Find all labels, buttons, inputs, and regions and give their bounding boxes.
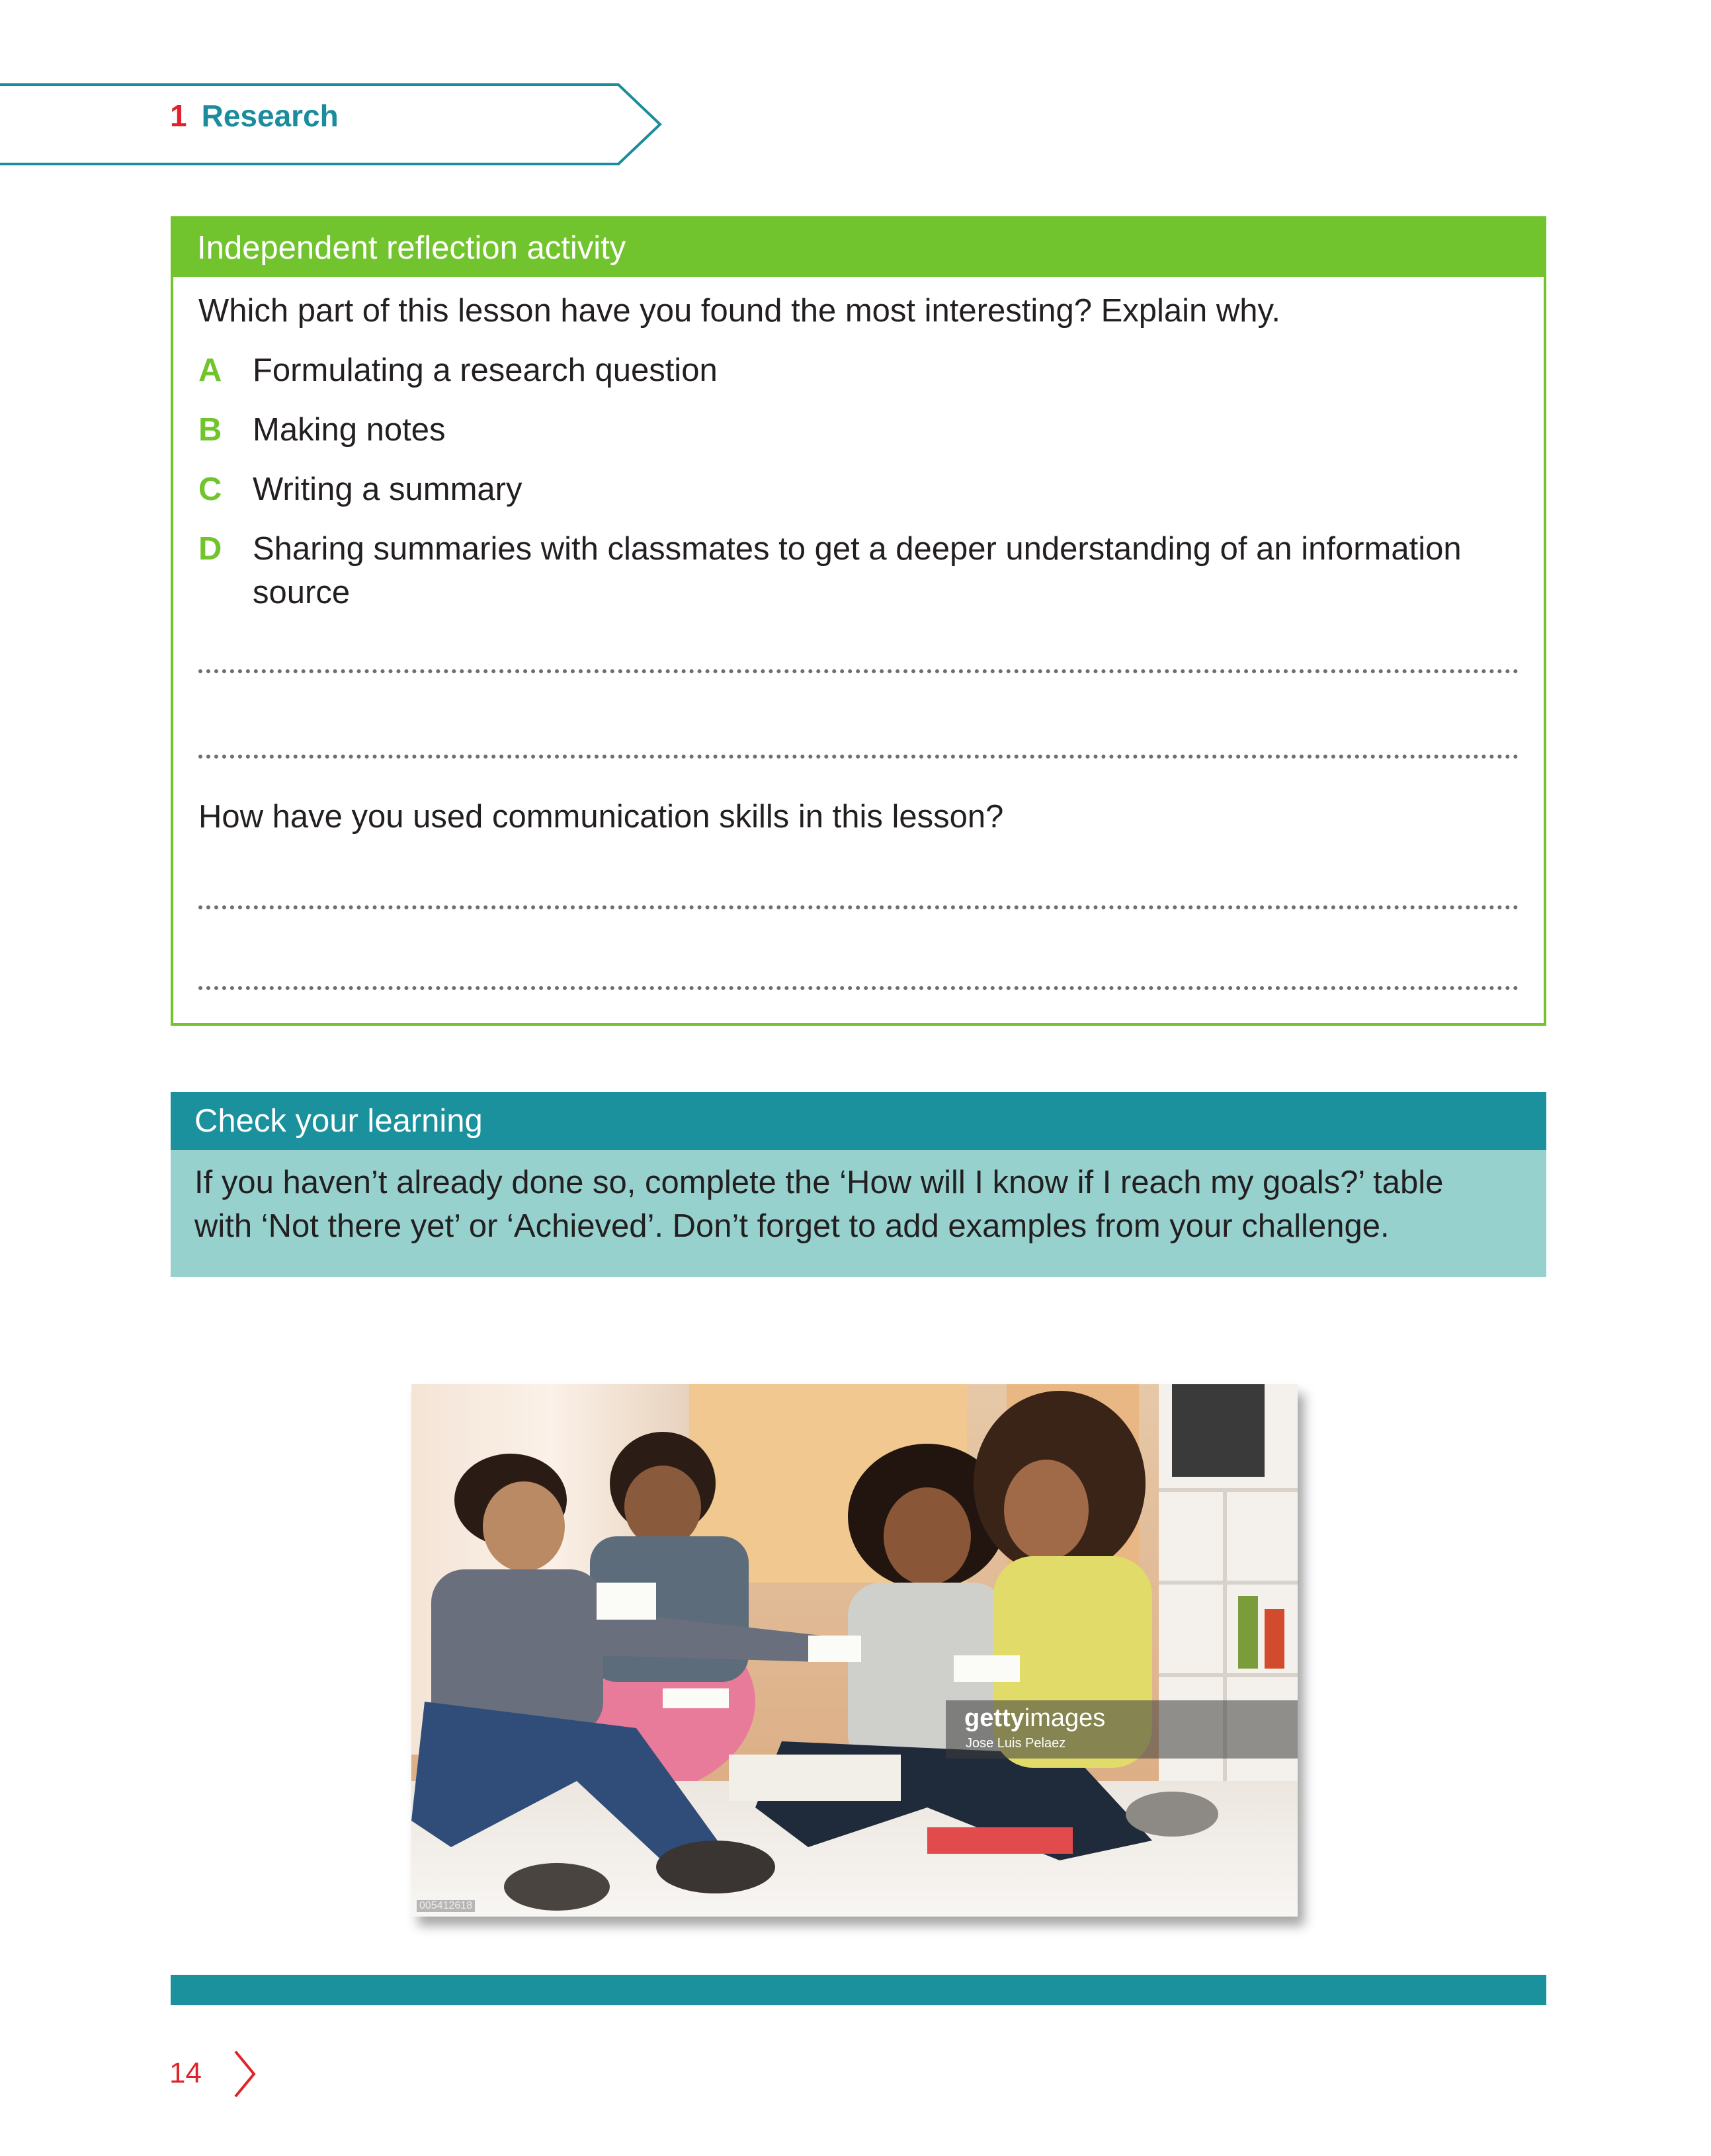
check-learning-heading: Check your learning [171, 1092, 1546, 1150]
answer-line-4[interactable] [198, 986, 1519, 990]
photo-id: 005412618 [417, 1900, 475, 1912]
chapter-number: 1 [170, 99, 187, 133]
chapter-heading [170, 101, 339, 131]
option-text: Sharing summaries with classmates to get a deeper understanding of an information source [253, 531, 1462, 610]
students-photo [411, 1384, 1298, 1917]
footer-bar [171, 1975, 1546, 2005]
option-letter: C [198, 472, 222, 507]
reflection-question-1: Which part of this lesson have you found the most interesting? Explain why. [198, 293, 1281, 329]
page-number: 14 [169, 2057, 202, 2089]
chevron-right-icon[interactable] [231, 2049, 258, 2099]
answer-line-2[interactable] [198, 755, 1519, 759]
option-letter: D [198, 531, 222, 567]
reflection-heading: Independent reflection activity [173, 219, 1544, 277]
chapter-title: Research [201, 99, 339, 133]
option-text: Writing a summary [253, 472, 522, 507]
option-letter: A [198, 352, 222, 388]
reflection-activity-box [171, 216, 1546, 1026]
option-letter: B [198, 412, 222, 448]
answer-line-3[interactable] [198, 905, 1519, 909]
photo-illustration [411, 1384, 1298, 1917]
getty-logo-bold: getty [964, 1704, 1024, 1732]
getty-logo-light: images [1024, 1704, 1106, 1732]
photo-credit: Jose Luis Pelaez [966, 1736, 1066, 1751]
option-text: Making notes [253, 412, 446, 448]
check-learning-text: If you haven’t already done so, complete the ‘How will I know if I reach my goals?’ table with ‘Not there yet’ or ‘Achieved’. Don’t forget to add examples from your challenge. [194, 1165, 1444, 1244]
reflection-question-2: How have you used communication skills in this lesson? [198, 799, 1004, 835]
option-text: Formulating a research question [253, 352, 718, 388]
getty-watermark [946, 1700, 1298, 1759]
answer-line-1[interactable] [198, 669, 1519, 673]
getty-logo [964, 1704, 1105, 1733]
check-learning-box [171, 1092, 1546, 1277]
